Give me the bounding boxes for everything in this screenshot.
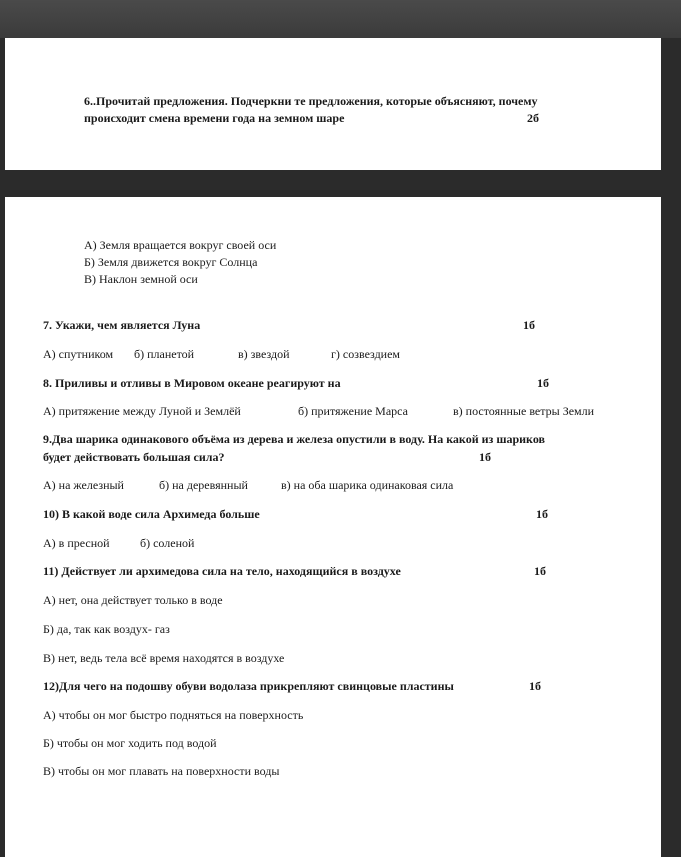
question-9-text-line1: 9.Два шарика одинакового объёма из дерева и железа опустили в воду. На какой из шариков xyxy=(43,432,545,446)
q6-option-c: В) Наклон земной оси xyxy=(84,272,198,286)
q11-option-b: Б) да, так как воздух- газ xyxy=(43,622,170,636)
q12-option-a: А) чтобы он мог быстро подняться на поверхность xyxy=(43,708,304,722)
q11-option-c: В) нет, ведь тела всё время находятся в воздухе xyxy=(43,651,285,665)
top-toolbar xyxy=(0,0,681,38)
question-6-text-line2: происходит смена времени года на земном шаре xyxy=(84,111,345,125)
q12-option-b: Б) чтобы он мог ходить под водой xyxy=(43,736,217,750)
question-6-points: 2б xyxy=(527,111,539,125)
q8-option-a: А) притяжение между Луной и Землёй xyxy=(43,404,241,418)
q7-option-a: А) спутником xyxy=(43,347,114,361)
question-9-points: 1б xyxy=(479,450,491,464)
document-page-1 xyxy=(5,38,661,170)
question-10-points: 1б xyxy=(536,507,548,521)
question-8-points: 1б xyxy=(537,376,549,390)
question-11-points: 1б xyxy=(534,564,546,578)
question-7-text: 7. Укажи, чем является Луна xyxy=(43,318,201,332)
q8-option-b: б) притяжение Марса xyxy=(298,404,408,418)
question-10-text: 10) В какой воде сила Архимеда больше xyxy=(43,507,260,521)
question-6-text-line1: 6..Прочитай предложения. Подчеркни те предложения, которые объясняют, почему xyxy=(84,94,538,108)
question-12-text: 12)Для чего на подошву обуви водолаза прикрепляют свинцовые пластины xyxy=(43,679,454,693)
question-11-text: 11) Действует ли архимедова сила на тело, находящийся в воздухе xyxy=(43,564,401,578)
q9-option-c: в) на оба шарика одинаковая сила xyxy=(281,478,454,492)
question-12-points: 1б xyxy=(529,679,541,693)
q9-option-b: б) на деревянный xyxy=(159,478,248,492)
q10-option-b: б) соленой xyxy=(140,536,195,550)
q11-option-a: А) нет, она действует только в воде xyxy=(43,593,223,607)
question-7-points: 1б xyxy=(523,318,535,332)
document-page-2 xyxy=(5,197,661,857)
q9-option-a: А) на железный xyxy=(43,478,124,492)
q6-option-a: А) Земля вращается вокруг своей оси xyxy=(84,238,277,252)
q10-option-a: А) в пресной xyxy=(43,536,110,550)
q7-option-c: в) звездой xyxy=(238,347,290,361)
q6-option-b: Б) Земля движется вокруг Солнца xyxy=(84,255,258,269)
q7-option-d: г) созвездием xyxy=(331,347,401,361)
question-9-text-line2: будет действовать большая сила? xyxy=(43,450,225,464)
q7-option-b: б) планетой xyxy=(134,347,195,361)
q12-option-c: В) чтобы он мог плавать на поверхности воды xyxy=(43,764,280,778)
question-8-text: 8. Приливы и отливы в Мировом океане реагируют на xyxy=(43,376,341,390)
q8-option-c: в) постоянные ветры Земли xyxy=(453,404,595,418)
